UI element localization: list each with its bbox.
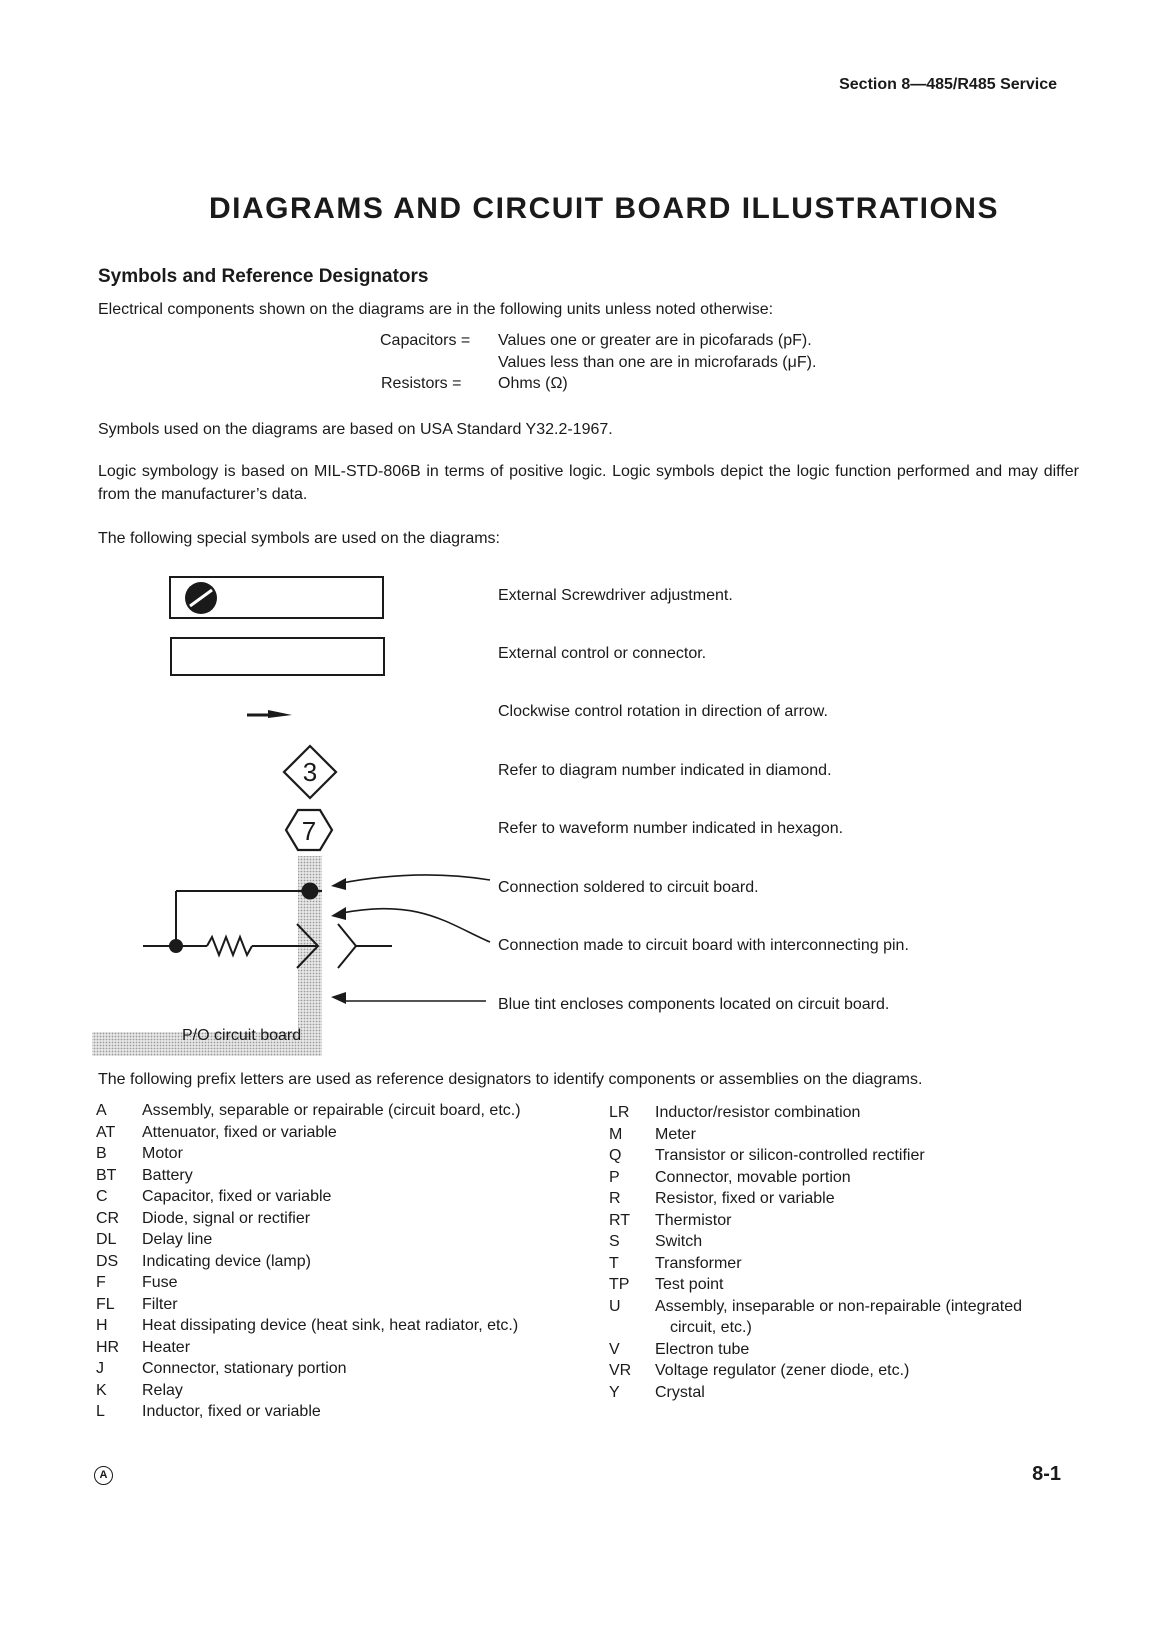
symbol-desc-tint: Blue tint encloses components located on circuit board. xyxy=(498,996,890,1013)
special-symbols-intro: The following special symbols are used on the diagrams: xyxy=(98,530,500,547)
prefix-row xyxy=(96,1294,616,1316)
prefix-code: HR xyxy=(96,1338,120,1356)
prefix-description: Crystal xyxy=(655,1383,705,1401)
symbol-desc-hexagon: Refer to waveform number indicated in hexagon. xyxy=(498,820,844,837)
page-title: DIAGRAMS AND CIRCUIT BOARD ILLUSTRATIONS xyxy=(209,192,999,225)
prefix-code: Q xyxy=(609,1147,622,1164)
prefix-description: Connector, movable portion xyxy=(655,1168,851,1186)
prefix-description: Heat dissipating device (heat sink, heat radiator, etc.) xyxy=(142,1317,519,1334)
symbol-desc-diamond: Refer to diagram number indicated in diamond. xyxy=(498,762,832,779)
resistor-icon xyxy=(207,937,252,955)
prefix-row xyxy=(96,1122,616,1144)
prefix-description: Inductor, fixed or variable xyxy=(142,1403,321,1420)
intro-paragraph: Electrical components shown on the diagrams are in the following units unless noted otherwise: xyxy=(98,301,774,318)
prefix-description: Attenuator, fixed or variable xyxy=(142,1123,337,1141)
prefix-code: BT xyxy=(96,1166,117,1184)
prefix-row xyxy=(96,1251,616,1273)
prefix-description: Thermistor xyxy=(655,1211,732,1229)
symbol-desc-solder: Connection soldered to circuit board. xyxy=(498,879,759,896)
prefix-description: Diode, signal or rectifier xyxy=(142,1209,311,1227)
prefix-code: S xyxy=(609,1233,620,1250)
prefix-code: V xyxy=(609,1340,620,1358)
prefix-row xyxy=(609,1231,1079,1253)
prefix-row xyxy=(609,1317,1079,1339)
prefix-code: TP xyxy=(609,1276,630,1293)
prefix-row xyxy=(609,1124,1079,1146)
prefix-description: Connector, stationary portion xyxy=(142,1360,347,1377)
prefix-description: Assembly, separable or repairable (circuit board, etc.) xyxy=(142,1102,521,1119)
external-control-box xyxy=(171,638,384,675)
prefix-code: L xyxy=(96,1403,105,1420)
prefix-row xyxy=(96,1337,616,1359)
prefix-row xyxy=(609,1253,1079,1275)
prefix-list-left xyxy=(96,1100,616,1423)
prefix-code: LR xyxy=(609,1104,630,1121)
prefix-description: Inductor/resistor combination xyxy=(655,1104,861,1121)
prefix-list-right xyxy=(609,1102,1079,1403)
section-subheading: Symbols and Reference Designators xyxy=(98,266,429,287)
prefix-code: U xyxy=(609,1297,621,1315)
prefix-row xyxy=(609,1296,1079,1318)
circuit-board-tint xyxy=(92,856,322,1056)
prefix-description: Transistor or silicon-controlled rectifier xyxy=(655,1147,925,1164)
capacitors-label: Capacitors = xyxy=(380,332,471,349)
prefix-row xyxy=(96,1358,616,1380)
prefix-row xyxy=(609,1382,1079,1404)
prefix-code: C xyxy=(96,1188,108,1205)
symbol-desc-pin: Connection made to circuit board with interconnecting pin. xyxy=(498,937,909,954)
prefix-row xyxy=(96,1315,616,1337)
prefix-row xyxy=(609,1188,1079,1210)
prefix-code: RT xyxy=(609,1211,631,1229)
prefix-code: AT xyxy=(96,1123,116,1141)
prefix-description: Voltage regulator (zener diode, etc.) xyxy=(655,1362,910,1379)
capacitors-line-1: Values one or greater are in picofarads (pF). xyxy=(498,332,812,349)
prefix-code: FL xyxy=(96,1295,115,1313)
circuit-board-label: P/O circuit board xyxy=(182,1027,302,1044)
prefix-code: F xyxy=(96,1274,106,1291)
prefix-description: Filter xyxy=(142,1295,178,1313)
prefix-intro: The following prefix letters are used as reference designators to identify components or assemblies on the diagrams. xyxy=(98,1071,923,1088)
prefix-code: R xyxy=(609,1190,621,1207)
prefix-row xyxy=(96,1186,616,1208)
prefix-row xyxy=(609,1360,1079,1382)
prefix-code: A xyxy=(96,1102,107,1119)
section-header: Section 8—485/R485 Service xyxy=(839,76,1057,93)
page-number: 8-1 xyxy=(1032,1463,1061,1485)
prefix-description: Delay line xyxy=(142,1231,213,1248)
prefix-description: Meter xyxy=(655,1125,696,1143)
prefix-row xyxy=(609,1167,1079,1189)
solder-connection-dot xyxy=(302,883,319,900)
symbol-desc-external-control: External control or connector. xyxy=(498,645,707,662)
prefix-description: Assembly, inseparable or non-repairable (integrated xyxy=(655,1297,1023,1315)
prefix-code: T xyxy=(609,1254,619,1272)
standard-paragraph: Symbols used on the diagrams are based on USA Standard Y32.2-1967. xyxy=(98,421,613,438)
prefix-description: circuit, etc.) xyxy=(670,1319,752,1336)
prefix-description: Fuse xyxy=(142,1274,178,1291)
prefix-description: Resistor, fixed or variable xyxy=(655,1190,835,1207)
prefix-description: Indicating device (lamp) xyxy=(142,1252,311,1270)
prefix-code: CR xyxy=(96,1209,120,1227)
leader-arrow-solder xyxy=(342,875,490,883)
resistors-value: Ohms (Ω) xyxy=(498,375,568,392)
prefix-code: M xyxy=(609,1125,623,1143)
leader-arrow-pin xyxy=(342,909,490,942)
prefix-description: Switch xyxy=(655,1233,703,1250)
prefix-row xyxy=(609,1102,1079,1124)
prefix-description: Capacitor, fixed or variable xyxy=(142,1188,332,1205)
diamond-number: 3 xyxy=(302,757,318,787)
junction-dot xyxy=(169,939,183,953)
footer-mark: A xyxy=(94,1466,113,1485)
prefix-description: Electron tube xyxy=(655,1340,750,1358)
prefix-row xyxy=(96,1208,616,1230)
logic-paragraph: Logic symbology is based on MIL-STD-806B in terms of positive logic. Logic symbols depict the logic function performed and may differ from the manufacturer’s data. xyxy=(98,463,1079,503)
prefix-code: B xyxy=(96,1145,107,1162)
prefix-row xyxy=(609,1210,1079,1232)
prefix-row xyxy=(96,1272,616,1294)
prefix-code: VR xyxy=(609,1362,632,1379)
prefix-row xyxy=(609,1339,1079,1361)
prefix-description: Transformer xyxy=(655,1254,742,1272)
prefix-code: K xyxy=(96,1381,107,1399)
symbol-desc-screwdriver: External Screwdriver adjustment. xyxy=(498,587,733,604)
symbol-desc-clockwise: Clockwise control rotation in direction of arrow. xyxy=(498,703,828,720)
prefix-row xyxy=(96,1100,616,1122)
prefix-row xyxy=(96,1165,616,1187)
capacitors-line-2: Values less than one are in microfarads (μF). xyxy=(498,354,817,371)
prefix-row xyxy=(96,1401,616,1423)
prefix-code: J xyxy=(96,1360,104,1377)
prefix-code: H xyxy=(96,1317,108,1334)
prefix-description: Battery xyxy=(142,1166,193,1184)
prefix-row xyxy=(96,1143,616,1165)
prefix-description: Test point xyxy=(655,1276,724,1293)
prefix-row xyxy=(609,1145,1079,1167)
prefix-code: DS xyxy=(96,1252,119,1270)
pin-female-icon xyxy=(338,924,356,968)
prefix-code: DL xyxy=(96,1231,117,1248)
prefix-row xyxy=(609,1274,1079,1296)
prefix-row xyxy=(96,1380,616,1402)
prefix-code: P xyxy=(609,1168,620,1186)
resistors-label: Resistors = xyxy=(381,375,462,392)
prefix-description: Motor xyxy=(142,1145,183,1162)
prefix-description: Relay xyxy=(142,1381,183,1399)
prefix-code: Y xyxy=(609,1383,620,1401)
hexagon-number: 7 xyxy=(301,816,317,846)
prefix-description: Heater xyxy=(142,1338,191,1356)
prefix-row xyxy=(96,1229,616,1251)
